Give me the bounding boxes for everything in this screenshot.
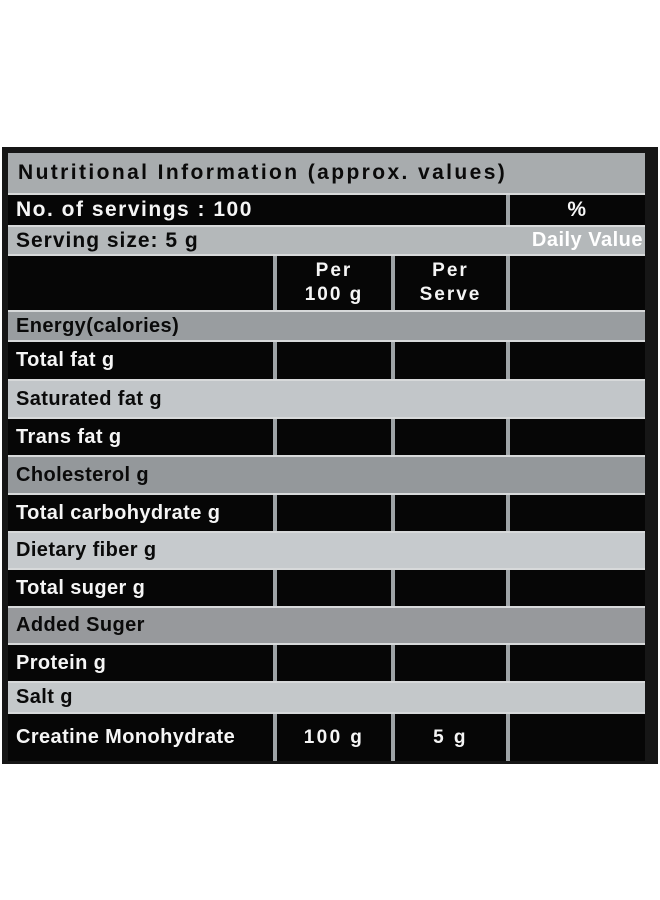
row-total-fat: [8, 342, 645, 379]
column-header-row: [8, 256, 645, 310]
serving-size-label: Serving size: 5 g: [16, 228, 199, 252]
column-header-empty-left: [8, 256, 273, 310]
row-total-carbohydrate: [8, 495, 645, 531]
row-protein-serve: [395, 645, 506, 681]
row-creatine-per100: 100 g: [277, 714, 391, 761]
nutrition-table: [2, 147, 658, 764]
row-trans-fat: [8, 419, 645, 455]
servings-row: [8, 195, 645, 225]
serving-size-row: [8, 227, 645, 254]
row-total-carbohydrate-label: Total carbohydrate g: [8, 495, 273, 531]
row-protein-per100: [277, 645, 391, 681]
percent-column-header: %: [510, 195, 645, 225]
row-saturated-fat-label: Saturated fat g: [16, 387, 163, 410]
row-saturated-fat: [8, 381, 645, 417]
row-total-fat-serve: [395, 342, 506, 379]
row-trans-fat-per100: [277, 419, 391, 455]
nutrition-table-rows: [8, 153, 645, 761]
row-creatine-dv: [510, 714, 645, 761]
row-protein-dv: [510, 645, 645, 681]
row-trans-fat-serve: [395, 419, 506, 455]
row-creatine-monohydrate: [8, 714, 645, 761]
row-protein-label: Protein g: [8, 645, 273, 681]
column-header-empty-right: [510, 256, 645, 310]
row-cholesterol: [8, 457, 645, 493]
table-title-text: Nutritional Information (approx. values): [18, 161, 508, 184]
column-header-per-100g: Per 100 g: [277, 256, 391, 310]
row-creatine-serve: 5 g: [395, 714, 506, 761]
row-creatine-label: Creatine Monohydrate: [8, 714, 273, 761]
daily-value-label: Daily Value: [531, 229, 643, 251]
row-total-fat-per100: [277, 342, 391, 379]
row-trans-fat-label: Trans fat g: [8, 419, 273, 455]
row-energy-label: Energy(calories): [16, 314, 180, 337]
column-header-per-serve: Per Serve: [395, 256, 506, 310]
row-total-carbohydrate-dv: [510, 495, 645, 531]
row-dietary-fiber: [8, 533, 645, 568]
row-trans-fat-dv: [510, 419, 645, 455]
servings-label: No. of servings : 100: [8, 195, 506, 225]
row-total-suger: [8, 570, 645, 606]
row-total-fat-dv: [510, 342, 645, 379]
row-total-suger-dv: [510, 570, 645, 606]
row-total-suger-per100: [277, 570, 391, 606]
row-added-suger-label: Added Suger: [16, 614, 145, 636]
table-title: [8, 153, 645, 193]
row-protein: [8, 645, 645, 681]
row-total-carbohydrate-serve: [395, 495, 506, 531]
row-total-fat-label: Total fat g: [8, 342, 273, 379]
row-total-suger-serve: [395, 570, 506, 606]
row-salt: [8, 683, 645, 712]
row-cholesterol-label: Cholesterol g: [16, 463, 149, 486]
row-total-suger-label: Total suger g: [8, 570, 273, 606]
row-added-suger: [8, 608, 645, 643]
row-dietary-fiber-label: Dietary fiber g: [16, 539, 157, 561]
row-energy: [8, 312, 645, 340]
row-total-carbohydrate-per100: [277, 495, 391, 531]
row-salt-label: Salt g: [16, 686, 73, 708]
